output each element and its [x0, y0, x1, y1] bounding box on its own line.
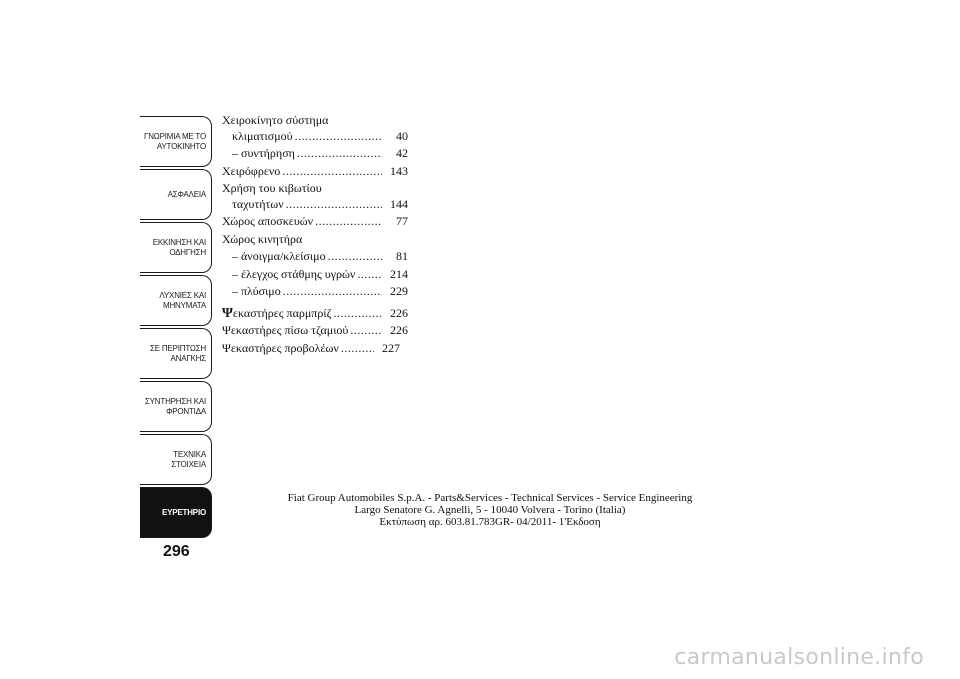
letter-heading: Ψ: [222, 305, 233, 321]
entry-line: [222, 197, 408, 213]
entry-line: [222, 146, 408, 162]
imprint-line: Εκτύπωση αρ. 603.81.783GR- 04/2011- 1'Εκδοση: [379, 516, 601, 528]
entry-text: Χειρόφρενο: [222, 163, 281, 178]
watermark: carmanualsonline.info: [674, 645, 924, 670]
leader-dots: [357, 267, 382, 283]
index-entry[interactable]: [222, 341, 400, 357]
index-entry[interactable]: [222, 284, 408, 300]
index-entry[interactable]: [222, 323, 408, 339]
entry-text: κλιματισμού: [232, 128, 293, 143]
entry-page: 229: [390, 284, 408, 298]
entry-page: 143: [390, 163, 408, 178]
entry-page: 77: [396, 214, 408, 228]
tab-vehicle-familiarization[interactable]: [140, 116, 212, 167]
entry-text: ταχυτήτων: [232, 196, 284, 211]
tab-label: ΣΥΝΤΗΡΗΣΗ ΚΑΙ ΦΡΟΝΤΙΔΑ: [144, 396, 206, 416]
index-entry[interactable]: [222, 113, 408, 144]
leader-dots: [286, 197, 382, 213]
entry-page: 40: [396, 128, 408, 143]
entry-text: – πλύσιμο: [232, 284, 281, 298]
publisher-imprint: [270, 492, 710, 528]
index-entry[interactable]: [222, 146, 408, 162]
entry-page: 144: [390, 196, 408, 211]
leader-dots: [282, 164, 382, 180]
leader-dots: [334, 306, 382, 322]
index-entry[interactable]: [222, 232, 408, 248]
entry-page: 226: [390, 305, 408, 320]
imprint-line: Fiat Group Automobiles S.p.A. - Parts&Services - Technical Services - Service Engineering: [287, 492, 693, 504]
entry-line: [222, 214, 408, 230]
section-tabs: [140, 116, 212, 540]
entry-line: [222, 323, 408, 339]
tab-starting-driving[interactable]: [140, 222, 212, 273]
tab-index[interactable]: [140, 487, 212, 538]
entry-text: Ψεκαστήρες πίσω τζαμιού: [222, 323, 349, 337]
leader-dots: [350, 323, 382, 339]
entry-line: [222, 267, 408, 283]
entry-page: 226: [390, 323, 408, 337]
tab-maintenance-care[interactable]: [140, 381, 212, 432]
tab-safety[interactable]: [140, 169, 212, 220]
tab-label: ΤΕΧΝΙΚΑ ΣΤΟΙΧΕΙΑ: [171, 449, 206, 469]
index-entry[interactable]: [222, 164, 408, 180]
index-entry[interactable]: [222, 181, 408, 212]
imprint-line: Largo Senatore G. Agnelli, 5 - 10040 Volvera - Torino (Italia): [354, 504, 626, 516]
tab-label: ΑΣΦΑΛΕΙΑ: [167, 189, 206, 199]
entry-text: Χώρος αποσκευών: [222, 214, 314, 228]
index-entry[interactable]: [222, 249, 408, 265]
entry-line: [222, 164, 408, 180]
leader-dots: [295, 129, 382, 145]
entry-title: Χρήση του κιβωτίου: [222, 181, 322, 195]
tab-label: ΕΚΚΙΝΗΣΗ ΚΑΙ ΟΔΗΓΗΣΗ: [152, 237, 206, 257]
entry-title: Χειροκίνητο σύστημα: [222, 113, 329, 127]
index-entry[interactable]: [222, 267, 408, 283]
index-column: [222, 113, 408, 356]
tab-warning-lights-messages[interactable]: [140, 275, 212, 326]
entry-page: 227: [382, 340, 400, 355]
entry-line: [222, 306, 408, 322]
entry-text: – άνοιγμα/κλείσιμο: [232, 249, 326, 263]
tab-label: ΛΥΧΝΙΕΣ ΚΑΙ ΜΗΝΥΜΑΤΑ: [159, 290, 206, 310]
leader-dots: [283, 284, 382, 300]
entry-page: 214: [390, 266, 408, 281]
entry-line: [222, 341, 400, 357]
entry-text: – έλεγχος στάθμης υγρών: [232, 266, 356, 281]
entry-title: Χώρος κινητήρα: [222, 231, 303, 246]
entry-line: [222, 249, 408, 265]
entry-line: [222, 129, 408, 145]
tab-emergency[interactable]: [140, 328, 212, 379]
leader-dots: [315, 214, 382, 230]
entry-page: 81: [396, 249, 408, 263]
entry-text: – συντήρηση: [232, 146, 295, 160]
entry-text-rest: εκαστήρες παρμπρίζ: [232, 305, 332, 320]
leader-dots: [341, 341, 374, 357]
entry-line: [222, 284, 408, 300]
entry-page: 42: [396, 146, 408, 160]
index-entry[interactable]: [222, 306, 408, 322]
tab-label: ΣΕ ΠΕΡΙΠΤΩΣΗ ΑΝΑΓΚΗΣ: [150, 343, 206, 363]
page-number: 296: [163, 543, 190, 560]
index-entry[interactable]: [222, 214, 408, 230]
tab-label: ΕΥΡΕΤΗΡΙΟ: [162, 507, 206, 517]
entry-text: [222, 306, 332, 322]
entry-text: Ψεκαστήρες προβολέων: [222, 340, 339, 355]
leader-dots: [328, 249, 382, 265]
leader-dots: [297, 146, 382, 162]
tab-label: ΓΝΩΡΙΜΙΑ ΜΕ ΤΟ ΑΥΤΟΚΙΝΗΤΟ: [144, 131, 206, 151]
tab-technical-data[interactable]: [140, 434, 212, 485]
